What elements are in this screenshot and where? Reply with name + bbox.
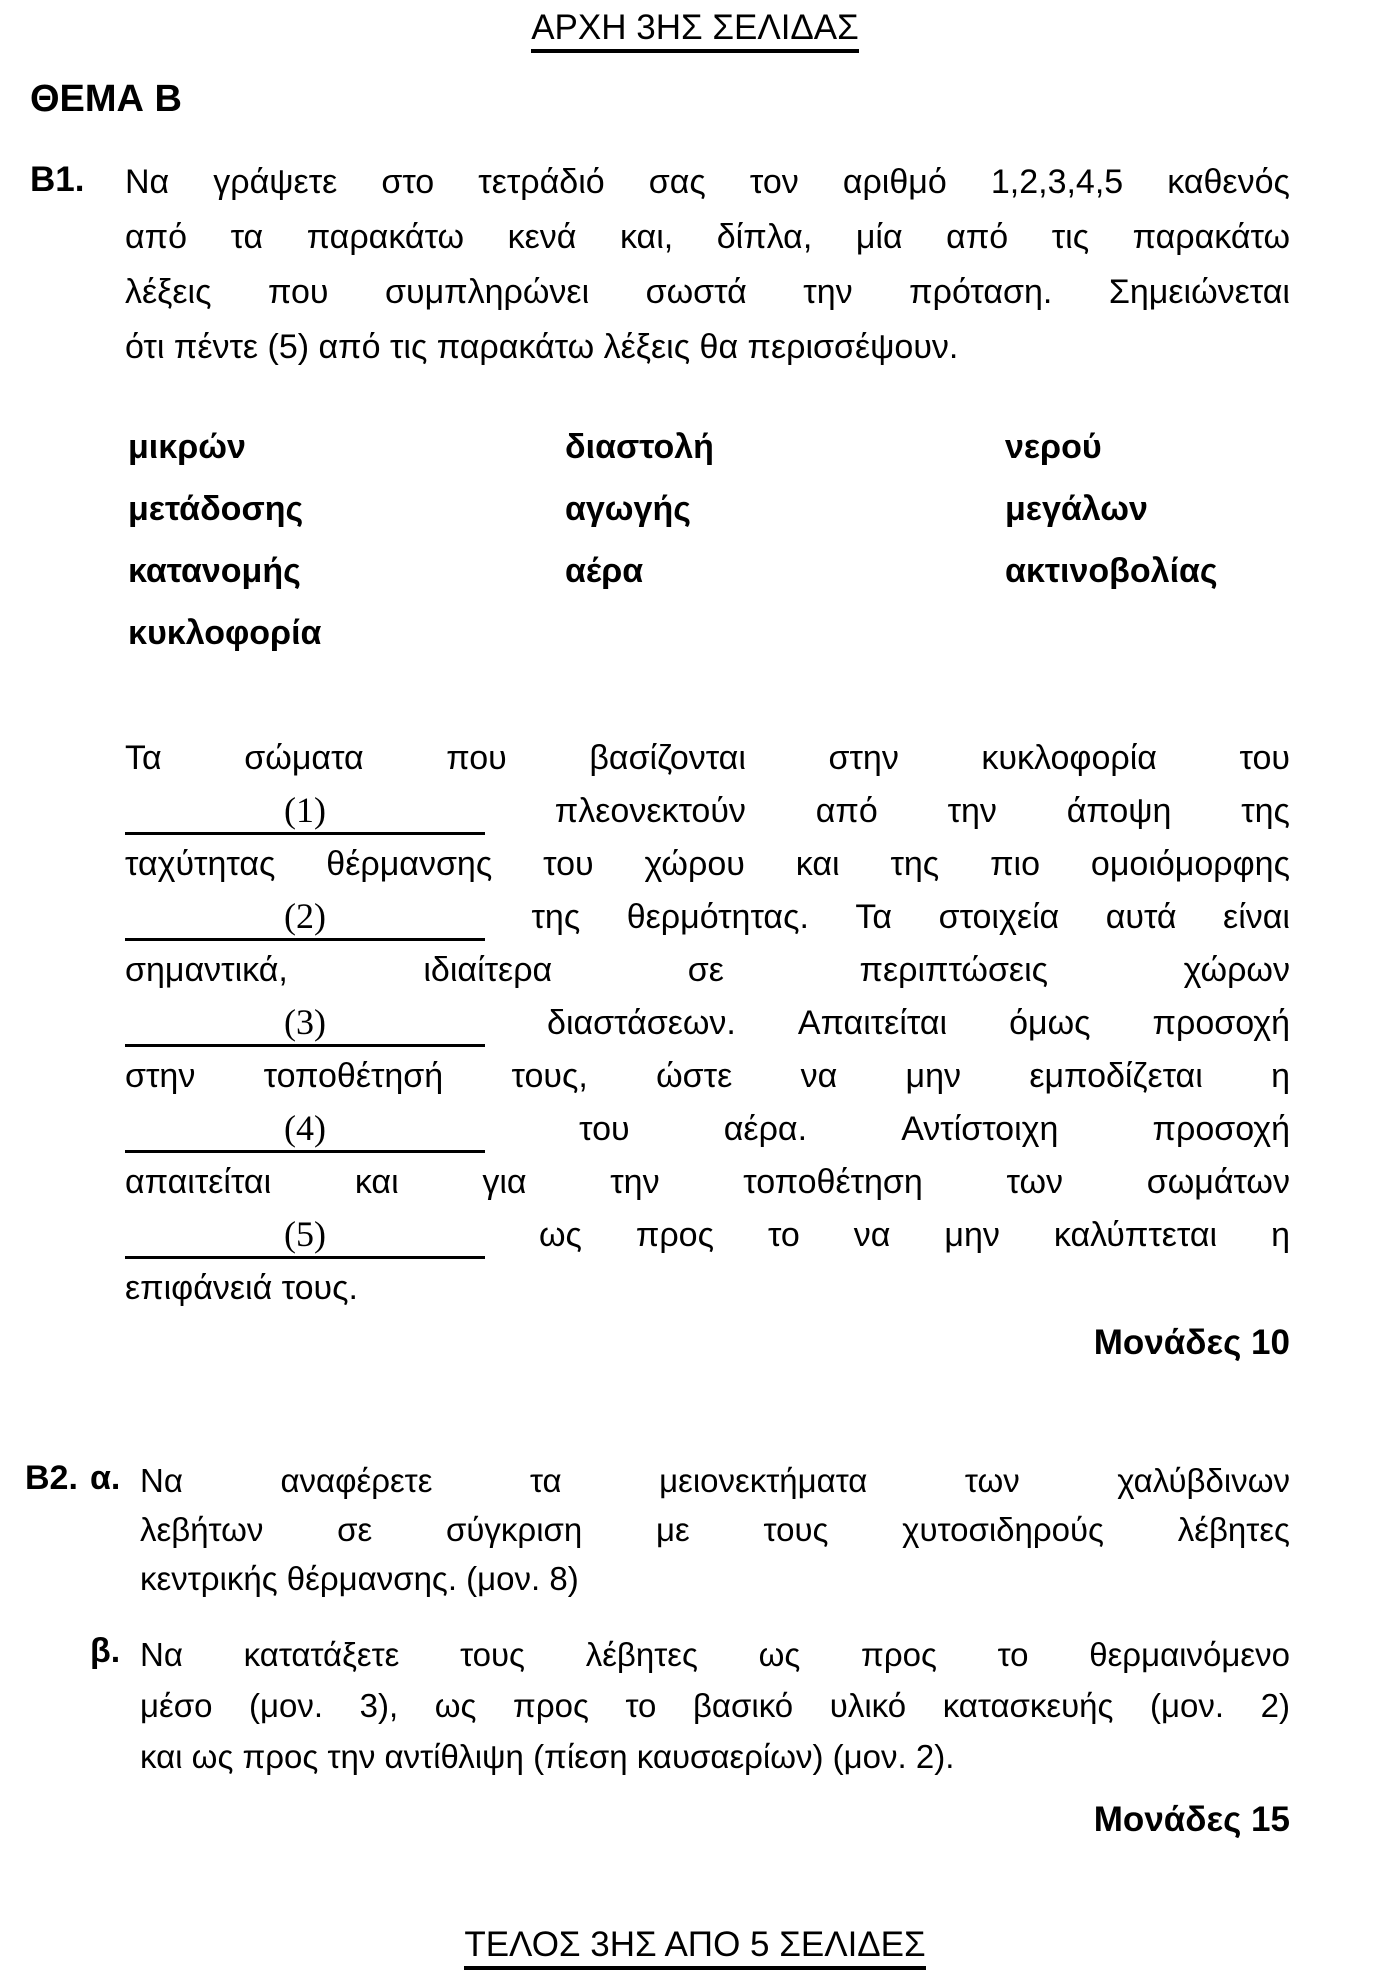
fill-in-blank: (5) bbox=[125, 1212, 485, 1259]
word: να bbox=[853, 1216, 891, 1254]
word-bank bbox=[128, 428, 1290, 676]
text-line bbox=[140, 1505, 1290, 1554]
b2a-paragraph bbox=[140, 1456, 1290, 1603]
word: προς bbox=[861, 1636, 937, 1673]
word: δίπλα, bbox=[716, 218, 813, 256]
word: (μον. bbox=[249, 1687, 324, 1724]
fill-in-blank: (4) bbox=[125, 1106, 485, 1153]
text-line bbox=[125, 1156, 1290, 1209]
word: κατασκευής bbox=[942, 1687, 1114, 1724]
word: ώστε bbox=[656, 1057, 733, 1095]
word: πλεονεκτούν bbox=[554, 792, 746, 830]
word: μέσο bbox=[140, 1687, 213, 1724]
word: η bbox=[1271, 1057, 1290, 1095]
word: Τα bbox=[125, 739, 162, 777]
word: του bbox=[1239, 739, 1290, 777]
word: γράψετε bbox=[213, 163, 338, 201]
word: πρόταση. bbox=[909, 273, 1053, 311]
word-bank-item: αγωγής bbox=[565, 490, 691, 528]
b2a-label: α. bbox=[90, 1459, 121, 1497]
text-line bbox=[125, 155, 1290, 210]
text-line bbox=[125, 1050, 1290, 1103]
word: προς bbox=[513, 1687, 589, 1724]
word: θέρμανσης bbox=[326, 845, 493, 883]
word-bank-item: κυκλοφορία bbox=[128, 614, 322, 652]
word: Απαιτείται bbox=[797, 1004, 948, 1042]
word: που bbox=[446, 739, 507, 777]
word: Να bbox=[140, 1462, 183, 1499]
word: αέρα. bbox=[723, 1110, 808, 1148]
b2-points: Μονάδες 15 bbox=[1093, 1800, 1290, 1839]
word: στην bbox=[828, 739, 899, 777]
word: λεβήτων bbox=[140, 1511, 264, 1548]
word: από bbox=[815, 792, 878, 830]
word: υλικό bbox=[829, 1687, 907, 1724]
word: και, bbox=[619, 218, 674, 256]
text-line: επιφάνειά τους. bbox=[125, 1269, 358, 1307]
text-line bbox=[125, 838, 1290, 891]
text-line bbox=[125, 210, 1290, 265]
word: τον bbox=[749, 163, 799, 201]
word: να bbox=[800, 1057, 838, 1095]
word: το bbox=[997, 1636, 1029, 1673]
word-bank-row bbox=[128, 552, 1290, 614]
word: σημαντικά, bbox=[125, 951, 288, 989]
word: του bbox=[543, 845, 594, 883]
word: τις bbox=[1051, 218, 1090, 256]
word-bank-item: ακτινοβολίας bbox=[1005, 552, 1218, 590]
word: τα bbox=[529, 1462, 562, 1499]
word: χαλύβδινων bbox=[1117, 1462, 1290, 1499]
word: της bbox=[890, 845, 940, 883]
word: μην bbox=[944, 1216, 1000, 1254]
word: το bbox=[625, 1687, 657, 1724]
word: τους, bbox=[511, 1057, 588, 1095]
word: που bbox=[268, 273, 329, 311]
page-header-text: ΑΡΧΗ 3ΗΣ ΣΕΛΙΔΑΣ bbox=[531, 8, 859, 53]
word: (μον. bbox=[1150, 1687, 1225, 1724]
text-line bbox=[125, 1103, 1290, 1156]
b1-intro-paragraph bbox=[125, 155, 1290, 375]
word: την bbox=[947, 792, 997, 830]
word-bank-item: αέρα bbox=[565, 552, 644, 590]
word: σωμάτων bbox=[1146, 1163, 1290, 1201]
word: το bbox=[767, 1216, 800, 1254]
word: προσοχή bbox=[1152, 1004, 1290, 1042]
word: αυτά bbox=[1105, 898, 1177, 936]
b1-label: Β1. bbox=[30, 160, 85, 199]
text-line bbox=[125, 944, 1290, 997]
text-line bbox=[125, 891, 1290, 944]
word: τους bbox=[763, 1511, 829, 1548]
word-bank-item: μετάδοσης bbox=[128, 490, 304, 528]
word: λέξεις bbox=[125, 273, 212, 311]
word: 3), bbox=[359, 1687, 399, 1724]
text-line: ότι πέντε (5) από τις παρακάτω λέξεις θα περισσέψουν. bbox=[125, 328, 959, 366]
word: άποψη bbox=[1066, 792, 1172, 830]
word: Να bbox=[125, 163, 170, 201]
word: η bbox=[1271, 1216, 1290, 1254]
b1-points: Μονάδες 10 bbox=[1093, 1323, 1290, 1362]
fill-in-blank: (2) bbox=[125, 894, 485, 941]
word: πιο bbox=[990, 845, 1040, 883]
text-line bbox=[125, 732, 1290, 785]
word: μην bbox=[905, 1057, 962, 1095]
text-line bbox=[125, 265, 1290, 320]
word-bank-item: διαστολή bbox=[565, 428, 714, 466]
text-line bbox=[140, 1629, 1290, 1680]
b1-fill-in-passage bbox=[125, 732, 1290, 1315]
word: βασίζονται bbox=[589, 739, 746, 777]
word: κενά bbox=[507, 218, 577, 256]
word: εμποδίζεται bbox=[1029, 1057, 1203, 1095]
word: για bbox=[482, 1163, 527, 1201]
text-line bbox=[140, 1456, 1290, 1505]
word: με bbox=[656, 1511, 690, 1548]
word: στοιχεία bbox=[938, 898, 1060, 936]
word: σε bbox=[337, 1511, 373, 1548]
word-bank-item: κατανομής bbox=[128, 552, 301, 590]
word: χώρων bbox=[1183, 951, 1290, 989]
text-line bbox=[125, 1209, 1290, 1262]
word: σύγκριση bbox=[446, 1511, 583, 1548]
word: χώρου bbox=[644, 845, 745, 883]
word: αριθμό bbox=[842, 163, 947, 201]
word: είναι bbox=[1223, 898, 1290, 936]
word: της bbox=[531, 898, 581, 936]
word: 2) bbox=[1260, 1687, 1290, 1724]
word: τετράδιό bbox=[478, 163, 605, 201]
word: τα bbox=[230, 218, 264, 256]
word-bank-row bbox=[128, 490, 1290, 552]
text-line bbox=[140, 1680, 1290, 1731]
word: βασικό bbox=[692, 1687, 794, 1724]
word: διαστάσεων. bbox=[547, 1004, 736, 1042]
word: σωστά bbox=[645, 273, 747, 311]
word: ως bbox=[434, 1687, 477, 1724]
word: προσοχή bbox=[1152, 1110, 1290, 1148]
text-line bbox=[125, 785, 1290, 838]
page-footer bbox=[0, 1925, 1390, 1965]
word: των bbox=[1006, 1163, 1064, 1201]
word: ως bbox=[758, 1636, 801, 1673]
word: Τα bbox=[855, 898, 893, 936]
word: καλύπτεται bbox=[1053, 1216, 1218, 1254]
word: Να bbox=[140, 1636, 183, 1673]
text-line: και ως προς την αντίθλιψη (πίεση καυσαερίων) (μον. 2). bbox=[140, 1738, 955, 1775]
word: τοποθέτησή bbox=[263, 1057, 444, 1095]
word: την bbox=[610, 1163, 660, 1201]
word: παρακάτω bbox=[1132, 218, 1290, 256]
page-footer-text: ΤΕΛΟΣ 3ΗΣ ΑΠΟ 5 ΣΕΛΙΔΕΣ bbox=[464, 1925, 925, 1970]
word: χυτοσιδηρούς bbox=[902, 1511, 1104, 1548]
word: θερμαινόμενο bbox=[1089, 1636, 1290, 1673]
word-bank-item: μεγάλων bbox=[1005, 490, 1148, 528]
word: ιδιαίτερα bbox=[423, 951, 553, 989]
text-line bbox=[125, 997, 1290, 1050]
word: των bbox=[964, 1462, 1020, 1499]
word: και bbox=[354, 1163, 399, 1201]
text-line: κεντρικής θέρμανσης. (μον. 8) bbox=[140, 1560, 579, 1597]
fill-in-blank: (3) bbox=[125, 1000, 485, 1047]
word: σας bbox=[648, 163, 706, 201]
word-bank-row bbox=[128, 428, 1290, 490]
word: μειονεκτήματα bbox=[659, 1462, 868, 1499]
word: Αντίστοιχη bbox=[901, 1110, 1059, 1148]
fill-in-blank: (1) bbox=[125, 788, 485, 835]
word: σε bbox=[687, 951, 724, 989]
word: καθενός bbox=[1167, 163, 1290, 201]
word: Σημειώνεται bbox=[1108, 273, 1290, 311]
word: ομοιόμορφης bbox=[1090, 845, 1290, 883]
word-bank-row bbox=[128, 614, 1290, 676]
word: από bbox=[125, 218, 188, 256]
word: λέβητες bbox=[1177, 1511, 1290, 1548]
word: τους bbox=[460, 1636, 525, 1673]
word: και bbox=[795, 845, 840, 883]
word: απαιτείται bbox=[125, 1163, 272, 1201]
b2b-paragraph bbox=[140, 1629, 1290, 1782]
word: από bbox=[946, 218, 1009, 256]
word: κατατάξετε bbox=[243, 1636, 400, 1673]
word: περιπτώσεις bbox=[859, 951, 1049, 989]
b2-label: Β2. bbox=[25, 1459, 78, 1497]
word: κυκλοφορία bbox=[981, 739, 1157, 777]
word: σώματα bbox=[244, 739, 364, 777]
word-bank-item: μικρών bbox=[128, 428, 246, 466]
page-header bbox=[0, 8, 1390, 48]
word: συμπληρώνει bbox=[385, 273, 590, 311]
word-bank-item: νερού bbox=[1005, 428, 1102, 466]
word: ταχύτητας bbox=[125, 845, 276, 883]
word: ως bbox=[538, 1216, 582, 1254]
word: προς bbox=[635, 1216, 714, 1254]
word: 1,2,3,4,5 bbox=[990, 163, 1124, 201]
b2b-label: β. bbox=[90, 1632, 121, 1670]
word: στο bbox=[381, 163, 435, 201]
word: θερμότητας. bbox=[626, 898, 809, 936]
word: παρακάτω bbox=[306, 218, 465, 256]
word: την bbox=[803, 273, 853, 311]
word: τοποθέτηση bbox=[743, 1163, 923, 1201]
word: λέβητες bbox=[585, 1636, 698, 1673]
theme-title: ΘΕΜΑ Β bbox=[30, 78, 182, 120]
word: αναφέρετε bbox=[280, 1462, 433, 1499]
word: της bbox=[1241, 792, 1290, 830]
word: όμως bbox=[1009, 1004, 1091, 1042]
word: στην bbox=[125, 1057, 196, 1095]
word: του bbox=[579, 1110, 630, 1148]
word: μία bbox=[855, 218, 903, 256]
